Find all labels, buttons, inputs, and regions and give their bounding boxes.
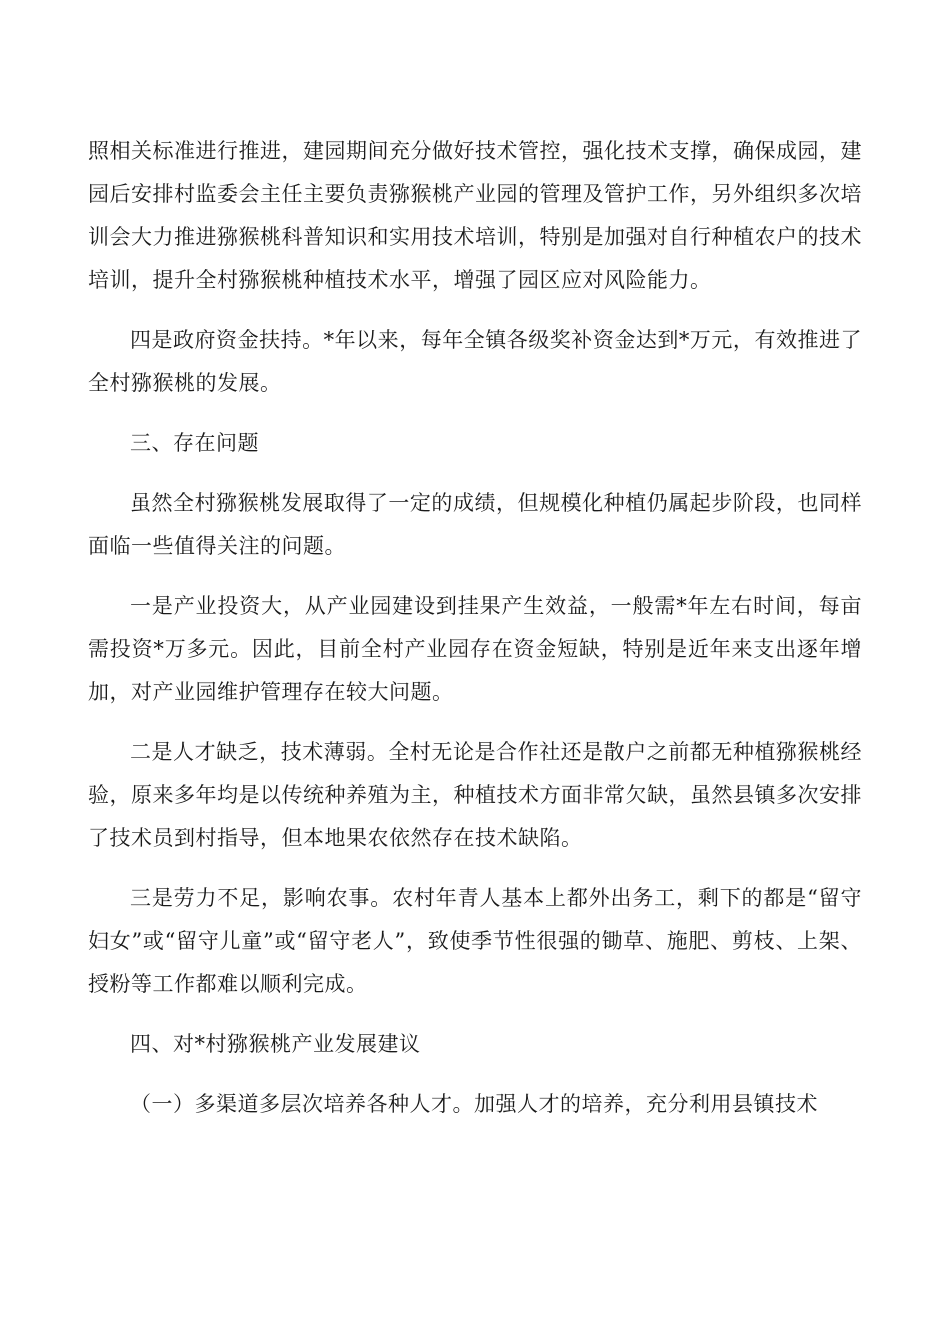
paragraph-problem-talent: 二是人才缺乏，技术薄弱。全村无论是合作社还是散户之前都无种植猕猴桃经验，原来多年均是以传统种养殖为主，种植技术方面非常欠缺，虽然县镇多次安排了技术员到村指导，但本地果农依然存在技术缺陷。 (88, 740, 862, 850)
paragraph-suggestion-talent: （一）多渠道多层次培养各种人才。加强人才的培养，充分利用县镇技术 (130, 1092, 818, 1116)
section-heading-suggestions: 四、对*村猕猴桃产业发展建议 (130, 1032, 421, 1056)
paragraph-problems-intro: 虽然全村猕猴桃发展取得了一定的成绩，但规模化种植仍属起步阶段，也同样面临一些值得关注的问题。 (88, 491, 862, 558)
paragraph-problem-labor: 三是劳力不足，影响农事。农村年青人基本上都外出务工，剩下的都是“留守妇女”或“留守儿童”或“留守老人”，致使季节性很强的锄草、施肥、剪枝、上架、授粉等工作都难以顺利完成。 (88, 886, 862, 996)
document-body (88, 130, 862, 1143)
paragraph-problem-investment: 一是产业投资大，从产业园建设到挂果产生效益，一般需*年左右时间，每亩需投资*万多元。因此，目前全村产业园存在资金短缺，特别是近年来支出逐年增加，对产业园维护管理存在较大问题。 (88, 594, 862, 704)
paragraph-government-funding: 四是政府资金扶持。*年以来，每年全镇各级奖补资金达到*万元，有效推进了全村猕猴桃的发展。 (88, 328, 862, 395)
section-heading-problems: 三、存在问题 (130, 431, 259, 455)
paragraph-continuation: 照相关标准进行推进，建园期间充分做好技术管控，强化技术支撑，确保成园，建园后安排村监委会主任主要负责猕猴桃产业园的管理及管护工作，另外组织多次培训会大力推进猕猴桃科普知识和实用技术培训，特别是加强对自行种植农户的技术培训，提升全村猕猴桃种植技术水平，增强了园区应对风险能力。 (88, 139, 862, 292)
